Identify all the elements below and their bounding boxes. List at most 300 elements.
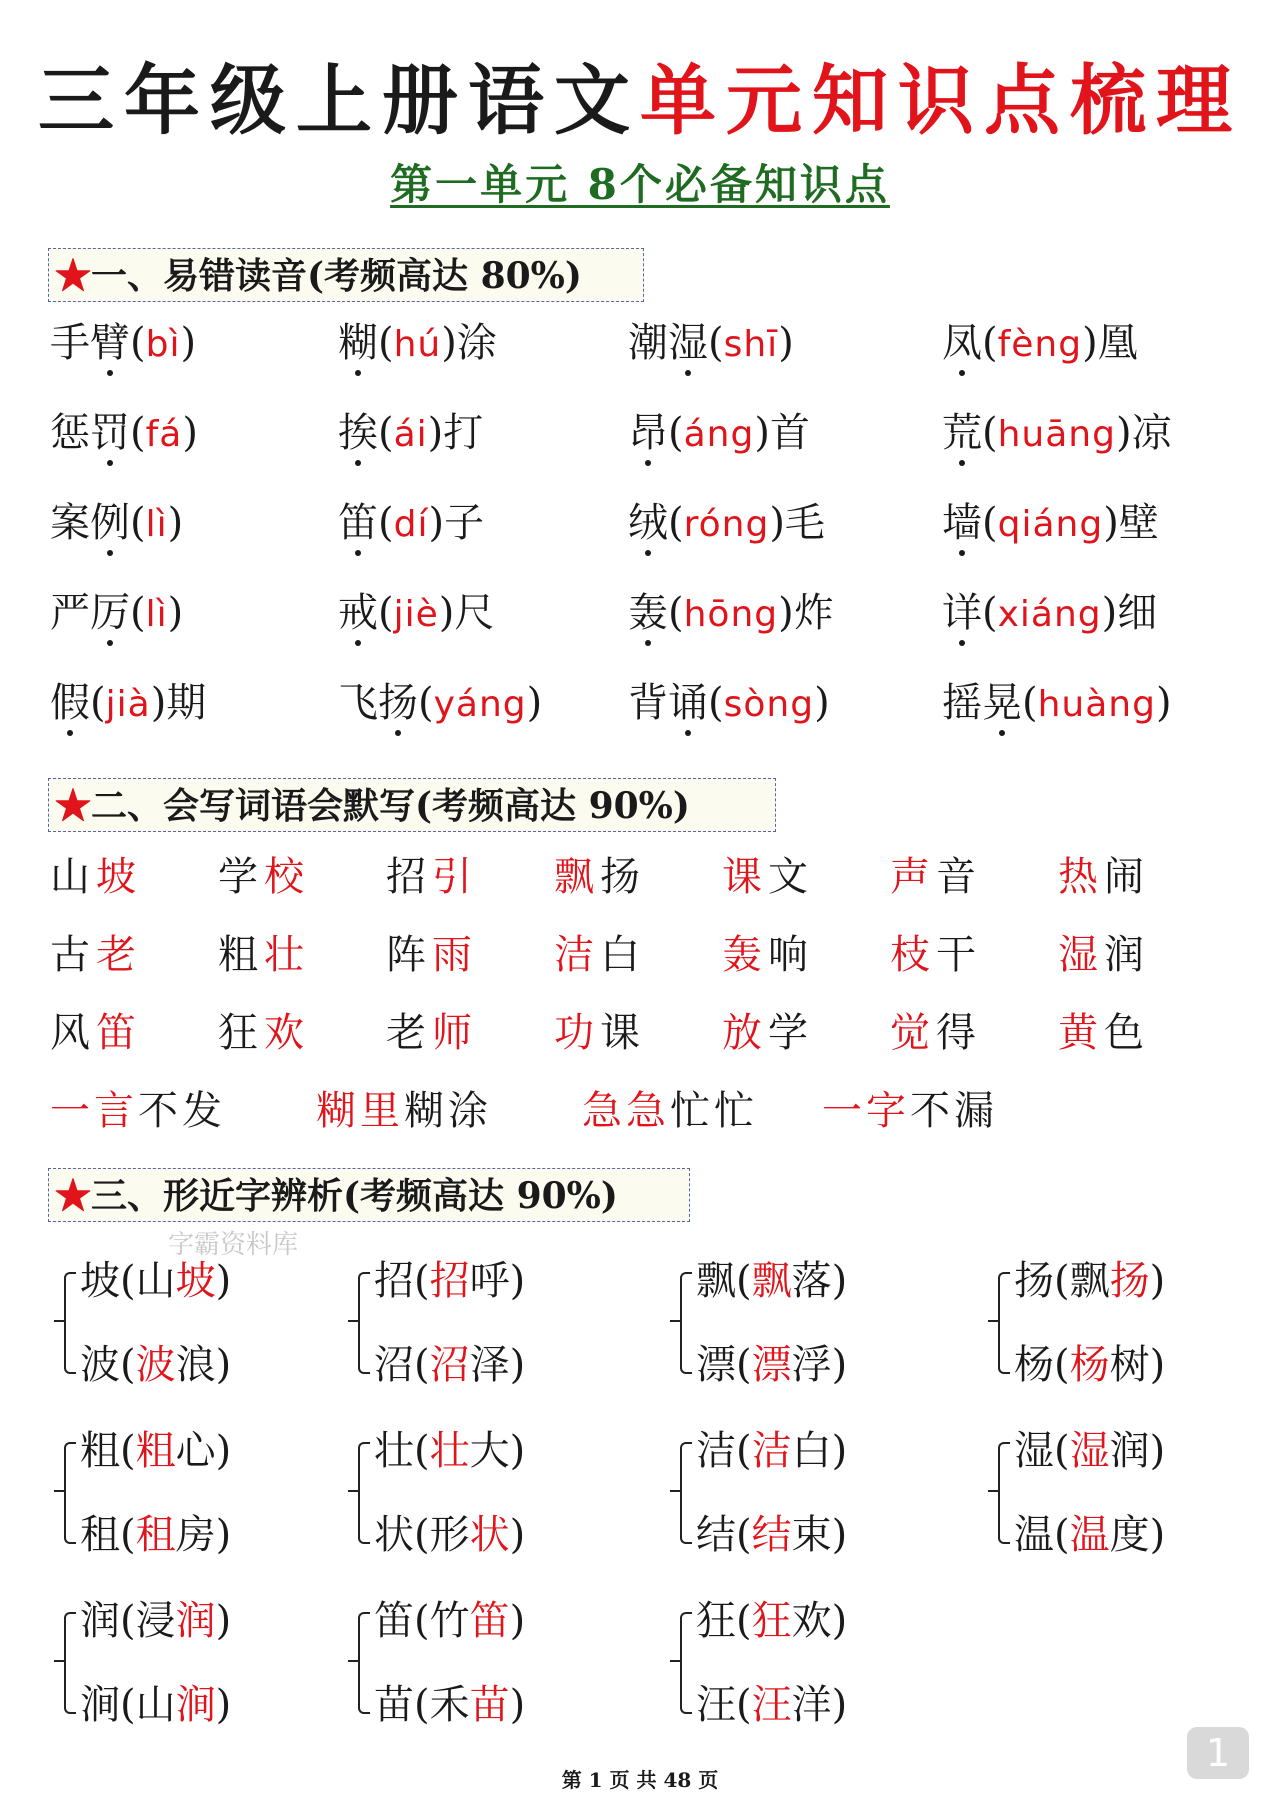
paren: ( bbox=[378, 320, 394, 366]
pair-word-red: 涧 bbox=[175, 1682, 216, 1728]
pinyin: fèng bbox=[997, 324, 1083, 365]
paren: ) bbox=[1082, 320, 1098, 366]
idiom-item bbox=[822, 1086, 998, 1136]
word-char-red: 放 bbox=[722, 1010, 768, 1056]
pair-char: 壮 bbox=[374, 1428, 414, 1474]
pair-word: 浸 bbox=[135, 1598, 176, 1644]
idiom-item bbox=[582, 1086, 758, 1136]
pair-word: 大 bbox=[469, 1428, 510, 1474]
paren: ( bbox=[378, 500, 394, 546]
paren: ( bbox=[414, 1682, 430, 1728]
paren: ) bbox=[438, 590, 455, 636]
pronunciation-item bbox=[338, 588, 494, 640]
pronunciation-item bbox=[338, 498, 484, 550]
char-pair bbox=[54, 1596, 284, 1746]
word-item bbox=[722, 1008, 814, 1058]
hanzi-target: 挨 bbox=[338, 410, 378, 456]
pair-word-red: 坡 bbox=[175, 1258, 216, 1304]
paren: ) bbox=[831, 1342, 848, 1388]
paren: ( bbox=[378, 590, 394, 636]
paren: ( bbox=[414, 1258, 430, 1304]
pair-word: 飘 bbox=[1069, 1258, 1110, 1304]
pair-word-red: 润 bbox=[175, 1598, 216, 1644]
word-item bbox=[218, 1008, 310, 1058]
paren: ( bbox=[1054, 1342, 1070, 1388]
bracket-line bbox=[358, 1442, 370, 1544]
bracket-tick bbox=[348, 1320, 360, 1322]
paren: ) bbox=[509, 1682, 526, 1728]
hanzi: 细 bbox=[1117, 590, 1158, 636]
char-pair bbox=[348, 1426, 578, 1576]
hanzi-target: 昂 bbox=[628, 410, 668, 456]
word-char: 音 bbox=[936, 854, 982, 900]
pair-line bbox=[80, 1426, 231, 1476]
idiom-red: 一字 bbox=[822, 1088, 910, 1134]
pair-char: 状 bbox=[374, 1512, 414, 1558]
paren: ( bbox=[708, 680, 724, 726]
paren: ( bbox=[414, 1512, 430, 1558]
pair-word-red: 笛 bbox=[469, 1598, 510, 1644]
pair-word: 束 bbox=[791, 1512, 832, 1558]
hanzi-target: 详 bbox=[942, 590, 982, 636]
pair-word-red: 洁 bbox=[751, 1428, 792, 1474]
char-pair bbox=[54, 1426, 284, 1576]
hanzi-target: 诵 bbox=[668, 680, 708, 726]
word-char-red: 黄 bbox=[1058, 1010, 1104, 1056]
pair-line bbox=[374, 1340, 525, 1390]
pair-char: 汪 bbox=[696, 1682, 736, 1728]
word-item bbox=[50, 1008, 142, 1058]
idiom-item bbox=[316, 1086, 492, 1136]
hanzi: 手 bbox=[50, 320, 90, 366]
pronunciation-item bbox=[628, 588, 834, 640]
pair-word: 落 bbox=[791, 1258, 832, 1304]
bracket-tick bbox=[54, 1490, 66, 1492]
pronunciation-item bbox=[942, 408, 1172, 460]
pinyin: jiè bbox=[393, 594, 439, 635]
paren: ( bbox=[120, 1258, 136, 1304]
paren: ( bbox=[120, 1682, 136, 1728]
pronunciation-item bbox=[628, 498, 825, 550]
word-char: 干 bbox=[936, 932, 982, 978]
pinyin: lì bbox=[145, 504, 168, 545]
pair-line bbox=[374, 1426, 525, 1476]
paren: ) bbox=[180, 320, 197, 366]
word-item bbox=[554, 930, 646, 980]
pair-word: 浪 bbox=[175, 1342, 216, 1388]
hanzi: 尺 bbox=[454, 590, 495, 636]
word-item bbox=[890, 930, 982, 980]
paren: ( bbox=[736, 1428, 752, 1474]
word-char-red: 坡 bbox=[96, 854, 142, 900]
word-char-red: 老 bbox=[96, 932, 142, 978]
hanzi: 毛 bbox=[784, 500, 825, 546]
pair-line bbox=[696, 1596, 847, 1646]
word-char-red: 壮 bbox=[264, 932, 310, 978]
paren: ) bbox=[769, 500, 785, 546]
pinyin: bì bbox=[145, 324, 181, 365]
hanzi: 潮 bbox=[628, 320, 668, 366]
word-char-red: 洁 bbox=[554, 932, 600, 978]
hanzi: 期 bbox=[166, 680, 207, 726]
pair-char: 苗 bbox=[374, 1682, 414, 1728]
hanzi: 飞 bbox=[338, 680, 378, 726]
word-char: 山 bbox=[50, 854, 96, 900]
paren: ) bbox=[1103, 500, 1119, 546]
star-icon: ★ bbox=[55, 785, 92, 827]
pair-word-red: 汪 bbox=[751, 1682, 792, 1728]
pronunciation-item bbox=[50, 408, 198, 460]
paren: ) bbox=[167, 500, 184, 546]
pair-line bbox=[80, 1340, 231, 1390]
bracket-line bbox=[680, 1612, 692, 1714]
paren: ( bbox=[90, 680, 106, 726]
pair-line bbox=[1014, 1426, 1165, 1476]
pair-line bbox=[80, 1596, 231, 1646]
pair-char: 结 bbox=[696, 1512, 736, 1558]
paren: ) bbox=[831, 1258, 848, 1304]
hanzi: 摇 bbox=[942, 680, 982, 726]
word-item bbox=[722, 930, 814, 980]
pair-word-red: 粗 bbox=[135, 1428, 176, 1474]
pair-word-red: 租 bbox=[135, 1512, 176, 1558]
paren: ) bbox=[215, 1598, 232, 1644]
word-char: 招 bbox=[386, 854, 432, 900]
word-item bbox=[554, 852, 646, 902]
section1-label: 一、易错读音(考频高达 80%) bbox=[91, 255, 582, 297]
pair-char: 招 bbox=[374, 1258, 414, 1304]
pronunciation-item bbox=[628, 678, 830, 730]
pinyin: lì bbox=[145, 594, 168, 635]
word-item bbox=[890, 852, 982, 902]
hanzi-target: 糊 bbox=[338, 320, 378, 366]
bracket-tick bbox=[670, 1490, 682, 1492]
word-item bbox=[1058, 852, 1150, 902]
pair-line bbox=[374, 1596, 525, 1646]
pair-line bbox=[374, 1510, 525, 1560]
paren: ) bbox=[182, 410, 198, 456]
word-char: 色 bbox=[1104, 1010, 1150, 1056]
pinyin: xiáng bbox=[997, 594, 1102, 635]
paren: ) bbox=[831, 1512, 848, 1558]
paren: ) bbox=[1115, 410, 1132, 456]
pair-char: 波 bbox=[80, 1342, 120, 1388]
char-pair bbox=[348, 1596, 578, 1746]
pair-line bbox=[80, 1510, 231, 1560]
word-char: 响 bbox=[768, 932, 814, 978]
pair-word: 形 bbox=[429, 1512, 470, 1558]
paren: ( bbox=[736, 1682, 752, 1728]
word-char: 学 bbox=[768, 1010, 814, 1056]
paren: ) bbox=[215, 1342, 232, 1388]
hanzi: 严 bbox=[50, 590, 90, 636]
pair-char: 笛 bbox=[374, 1598, 414, 1644]
char-pair bbox=[670, 1596, 900, 1746]
hanzi: 首 bbox=[769, 410, 810, 456]
pair-word-red: 结 bbox=[751, 1512, 792, 1558]
paren: ) bbox=[509, 1258, 526, 1304]
page-footer: 第 1 页 共 48 页 bbox=[561, 1768, 719, 1792]
pronunciation-item bbox=[942, 498, 1159, 550]
bracket-line bbox=[64, 1272, 76, 1374]
pinyin: huàng bbox=[1037, 684, 1156, 725]
paren: ) bbox=[1149, 1258, 1166, 1304]
bracket-tick bbox=[348, 1490, 360, 1492]
pair-word: 度 bbox=[1109, 1512, 1150, 1558]
pronunciation-item bbox=[50, 678, 206, 730]
pair-char: 湿 bbox=[1014, 1428, 1054, 1474]
paren: ( bbox=[1054, 1512, 1070, 1558]
title-black: 三年级上册语文 bbox=[38, 56, 640, 145]
paren: ( bbox=[982, 320, 998, 366]
paren: ( bbox=[708, 320, 724, 366]
word-char: 阵 bbox=[386, 932, 432, 978]
paren: ) bbox=[831, 1428, 848, 1474]
hanzi-target: 戒 bbox=[338, 590, 378, 636]
pinyin: qiáng bbox=[997, 504, 1104, 545]
hanzi: 背 bbox=[628, 680, 668, 726]
pair-word: 竹 bbox=[429, 1598, 470, 1644]
hanzi-target: 扬 bbox=[378, 680, 418, 726]
paren: ) bbox=[1155, 680, 1172, 726]
hanzi-target: 假 bbox=[50, 680, 90, 726]
hanzi: 凉 bbox=[1131, 410, 1172, 456]
word-char: 扬 bbox=[600, 854, 646, 900]
word-item bbox=[218, 930, 310, 980]
pair-line bbox=[374, 1680, 525, 1730]
pair-word: 呼 bbox=[469, 1258, 510, 1304]
pair-word: 洋 bbox=[791, 1682, 832, 1728]
paren: ) bbox=[526, 680, 543, 726]
paren: ) bbox=[215, 1682, 232, 1728]
pair-word: 心 bbox=[175, 1428, 216, 1474]
star-icon: ★ bbox=[55, 255, 92, 297]
pair-line bbox=[696, 1256, 847, 1306]
pair-line bbox=[80, 1680, 231, 1730]
paren: ( bbox=[1054, 1258, 1070, 1304]
word-char-red: 功 bbox=[554, 1010, 600, 1056]
title-red: 单元知识点梳理 bbox=[640, 56, 1242, 145]
pair-word-red: 招 bbox=[429, 1258, 470, 1304]
word-char-red: 轰 bbox=[722, 932, 768, 978]
subtitle-text: 第一单元 8个必备知识点 bbox=[390, 160, 890, 209]
bracket-line bbox=[680, 1442, 692, 1544]
pair-word-red: 湿 bbox=[1069, 1428, 1110, 1474]
hanzi: 炸 bbox=[793, 590, 834, 636]
word-item bbox=[386, 1008, 478, 1058]
pronunciation-item bbox=[942, 678, 1172, 730]
hanzi-target: 湿 bbox=[668, 320, 708, 366]
idiom-red: 一言 bbox=[50, 1088, 138, 1134]
idiom-black: 糊涂 bbox=[404, 1088, 492, 1134]
pair-word-red: 飘 bbox=[751, 1258, 792, 1304]
idiom-black: 不发 bbox=[138, 1088, 226, 1134]
word-char-red: 枝 bbox=[890, 932, 936, 978]
bracket-tick bbox=[54, 1660, 66, 1662]
pair-line bbox=[80, 1256, 231, 1306]
word-item bbox=[50, 852, 142, 902]
pair-word-red: 杨 bbox=[1069, 1342, 1110, 1388]
paren: ( bbox=[982, 410, 998, 456]
paren: ) bbox=[1149, 1342, 1166, 1388]
pinyin: fá bbox=[145, 414, 183, 455]
pair-char: 坡 bbox=[80, 1258, 120, 1304]
paren: ) bbox=[509, 1342, 526, 1388]
word-char-red: 雨 bbox=[432, 932, 478, 978]
pronunciation-item bbox=[942, 588, 1157, 640]
hanzi-target: 轰 bbox=[628, 590, 668, 636]
hanzi: 打 bbox=[443, 410, 484, 456]
hanzi-target: 例 bbox=[90, 500, 130, 546]
pair-word: 浮 bbox=[791, 1342, 832, 1388]
char-pair bbox=[670, 1256, 900, 1406]
paren: ( bbox=[1022, 680, 1038, 726]
hanzi: 子 bbox=[444, 500, 485, 546]
idiom-red: 急急 bbox=[582, 1088, 670, 1134]
word-char-red: 课 bbox=[722, 854, 768, 900]
paren: ) bbox=[428, 500, 445, 546]
section3-label: 三、形近字辨析(考频高达 90%) bbox=[91, 1175, 618, 1217]
pair-word-red: 狂 bbox=[751, 1598, 792, 1644]
hanzi-target: 荒 bbox=[942, 410, 982, 456]
hanzi-target: 厉 bbox=[90, 590, 130, 636]
pronunciation-item bbox=[628, 408, 810, 460]
word-item bbox=[1058, 1008, 1150, 1058]
word-item bbox=[218, 852, 310, 902]
pair-line bbox=[374, 1256, 525, 1306]
paren: ) bbox=[1149, 1512, 1166, 1558]
paren: ) bbox=[509, 1428, 526, 1474]
hanzi: 案 bbox=[50, 500, 90, 546]
word-char: 粗 bbox=[218, 932, 264, 978]
paren: ) bbox=[778, 590, 794, 636]
word-char: 闹 bbox=[1104, 854, 1150, 900]
pair-word: 欢 bbox=[791, 1598, 832, 1644]
paren: ( bbox=[130, 410, 146, 456]
word-char: 学 bbox=[218, 854, 264, 900]
paren: ) bbox=[814, 680, 830, 726]
paren: ) bbox=[441, 320, 457, 366]
paren: ( bbox=[130, 590, 146, 636]
hanzi-target: 笛 bbox=[338, 500, 378, 546]
idiom-black: 不漏 bbox=[910, 1088, 998, 1134]
hanzi-target: 凤 bbox=[942, 320, 982, 366]
pair-word-red: 波 bbox=[135, 1342, 176, 1388]
pinyin: shī bbox=[723, 324, 779, 365]
paren: ( bbox=[414, 1428, 430, 1474]
word-char: 文 bbox=[768, 854, 814, 900]
idiom-black: 忙忙 bbox=[670, 1088, 758, 1134]
paren: ( bbox=[736, 1342, 752, 1388]
char-pair bbox=[988, 1426, 1218, 1576]
paren: ( bbox=[668, 410, 684, 456]
bracket-line bbox=[64, 1612, 76, 1714]
hanzi: 壁 bbox=[1118, 500, 1159, 546]
bracket-tick bbox=[670, 1660, 682, 1662]
word-item bbox=[50, 930, 142, 980]
word-item bbox=[1058, 930, 1150, 980]
word-char: 风 bbox=[50, 1010, 96, 1056]
pair-word-red: 壮 bbox=[429, 1428, 470, 1474]
word-char-red: 校 bbox=[264, 854, 310, 900]
pair-word: 房 bbox=[175, 1512, 216, 1558]
char-pair bbox=[348, 1256, 578, 1406]
word-item bbox=[554, 1008, 646, 1058]
paren: ( bbox=[120, 1512, 136, 1558]
pair-word-red: 温 bbox=[1069, 1512, 1110, 1558]
paren: ) bbox=[427, 410, 444, 456]
pair-char: 涧 bbox=[80, 1682, 120, 1728]
pair-char: 租 bbox=[80, 1512, 120, 1558]
paren: ) bbox=[831, 1682, 848, 1728]
bracket-tick bbox=[988, 1490, 1000, 1492]
idiom-item bbox=[50, 1086, 226, 1136]
pair-line bbox=[696, 1340, 847, 1390]
paren: ( bbox=[982, 500, 998, 546]
pair-char: 沼 bbox=[374, 1342, 414, 1388]
pronunciation-item bbox=[50, 588, 183, 640]
paren: ) bbox=[831, 1598, 848, 1644]
paren: ( bbox=[130, 500, 146, 546]
pair-word: 禾 bbox=[429, 1682, 470, 1728]
pair-word-red: 状 bbox=[469, 1512, 510, 1558]
hanzi: 凰 bbox=[1097, 320, 1138, 366]
pronunciation-item bbox=[628, 318, 794, 370]
word-char-red: 觉 bbox=[890, 1010, 936, 1056]
section2-header bbox=[48, 778, 776, 832]
paren: ) bbox=[215, 1512, 232, 1558]
bracket-tick bbox=[348, 1660, 360, 1662]
pinyin: sòng bbox=[723, 684, 815, 725]
word-char: 老 bbox=[386, 1010, 432, 1056]
section1-header bbox=[48, 248, 644, 302]
pair-word: 泽 bbox=[469, 1342, 510, 1388]
char-pair bbox=[670, 1426, 900, 1576]
pinyin: róng bbox=[683, 504, 770, 545]
pair-line bbox=[696, 1680, 847, 1730]
bracket-line bbox=[358, 1612, 370, 1714]
pair-char: 杨 bbox=[1014, 1342, 1054, 1388]
word-char-red: 笛 bbox=[96, 1010, 142, 1056]
char-pair bbox=[54, 1256, 284, 1406]
paren: ( bbox=[130, 320, 146, 366]
char-pair bbox=[988, 1256, 1218, 1406]
hanzi-target: 臂 bbox=[90, 320, 130, 366]
word-item bbox=[386, 852, 478, 902]
pair-line bbox=[1014, 1510, 1165, 1560]
pair-char: 狂 bbox=[696, 1598, 736, 1644]
paren: ( bbox=[418, 680, 434, 726]
hanzi-target: 罚 bbox=[90, 410, 130, 456]
word-char: 白 bbox=[600, 932, 646, 978]
pinyin: ái bbox=[393, 414, 428, 455]
paren: ( bbox=[736, 1598, 752, 1644]
paren: ) bbox=[1149, 1428, 1166, 1474]
word-char-red: 热 bbox=[1058, 854, 1104, 900]
pronunciation-item bbox=[942, 318, 1138, 370]
pair-line bbox=[696, 1510, 847, 1560]
paren: ( bbox=[414, 1342, 430, 1388]
hanzi-target: 绒 bbox=[628, 500, 668, 546]
word-char: 古 bbox=[50, 932, 96, 978]
paren: ) bbox=[509, 1598, 526, 1644]
pinyin: áng bbox=[683, 414, 755, 455]
hanzi: 惩 bbox=[50, 410, 90, 456]
pair-char: 温 bbox=[1014, 1512, 1054, 1558]
watermark-text: 字霸资料库 bbox=[168, 1230, 299, 1260]
pinyin: dí bbox=[393, 504, 429, 545]
pinyin: huāng bbox=[997, 414, 1116, 455]
